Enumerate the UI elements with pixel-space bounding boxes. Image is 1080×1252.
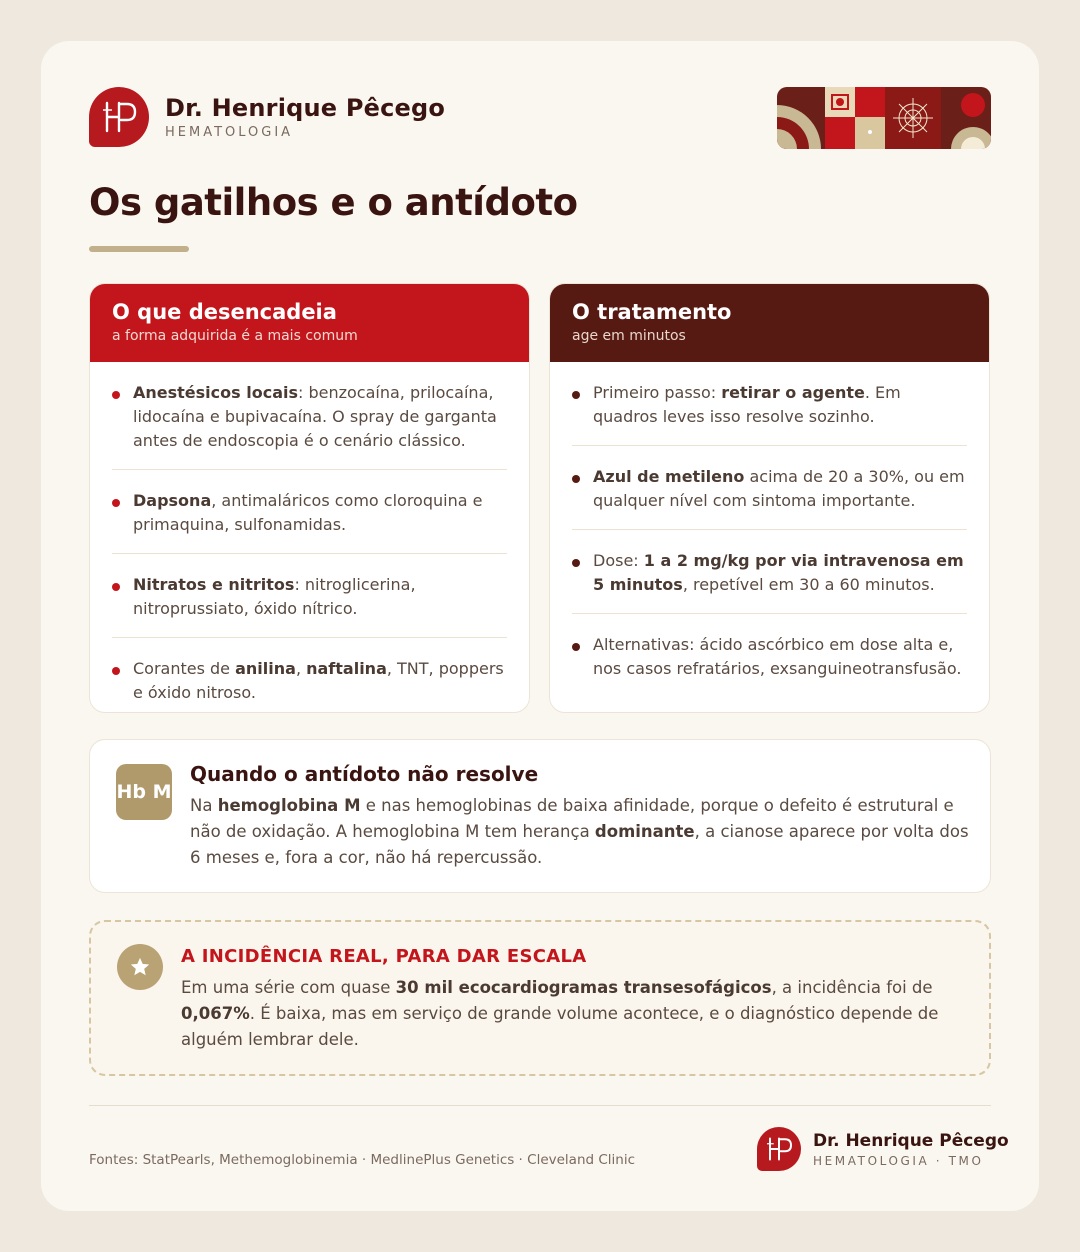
list-item: Anestésicos locais: benzocaína, prilocaína, lidocaína e bupivacaína. O spray de garganta antes de endoscopia é o cenário clássico. [112, 362, 507, 470]
hb-m-badge: Hb M [116, 764, 172, 820]
treatment-list [550, 362, 989, 697]
list-item: Dose: 1 a 2 mg/kg por via intravenosa em 5 minutos, repetível em 30 a 60 minutos. [572, 530, 967, 614]
page-title: Os gatilhos e o antídoto [89, 181, 578, 224]
list-item: Corantes de anilina, naftalina, TNT, poppers e óxido nitroso. [112, 638, 507, 713]
treatment-column [549, 283, 990, 713]
hb-m-callout [89, 739, 991, 893]
brand-name: Dr. Henrique Pêcego [165, 94, 446, 122]
hp-monogram-icon [89, 87, 149, 147]
sources-text: Fontes: StatPearls, Methemoglobinemia · MedlinePlus Genetics · Cleveland Clinic [89, 1152, 636, 1168]
hp-monogram-icon [757, 1127, 801, 1171]
incidence-callout [89, 920, 991, 1076]
incidence-text: Em uma série com quase 30 mil ecocardiogramas transesofágicos, a incidência foi de 0,067%. É baixa, mas em serviço de grande volume acontece, e o diagnóstico depende de alguém lembrar dele. [181, 978, 939, 1049]
footer-divider [89, 1105, 991, 1106]
incidence-title: A INCIDÊNCIA REAL, PARA DAR ESCALA [181, 946, 587, 967]
brand-subtitle: HEMATOLOGIA [165, 125, 294, 140]
list-item: Nitratos e nitritos: nitroglicerina, nitroprussiato, óxido nítrico. [112, 554, 507, 638]
triggers-list [90, 362, 529, 713]
infographic-card [41, 41, 1039, 1211]
title-underline [89, 246, 189, 252]
footer-brand [757, 1127, 1009, 1171]
footer-brand-name: Dr. Henrique Pêcego [813, 1130, 1009, 1151]
treatment-subtitle: age em minutos [572, 328, 686, 344]
hb-m-text: Na hemoglobina M e nas hemoglobinas de baixa afinidade, porque o defeito é estrutural e não de oxidação. A hemoglobina M tem herança dominante, a cianose aparece por volta dos 6 meses e, fora a cor, não há repercussão. [190, 796, 969, 867]
treatment-header [550, 284, 989, 362]
hb-m-title: Quando o antídoto não resolve [190, 762, 539, 786]
footer-brand-subtitle: HEMATOLOGIA · TMO [813, 1153, 984, 1168]
treatment-title: O tratamento [572, 300, 732, 324]
triggers-column [89, 283, 530, 713]
triggers-header [90, 284, 529, 362]
list-item: Azul de metileno acima de 20 a 30%, ou em qualquer nível com sintoma importante. [572, 446, 967, 530]
list-item: Alternativas: ácido ascórbico em dose alta e, nos casos refratários, exsanguineotransfusão. [572, 614, 967, 697]
decorative-pattern-banner [777, 87, 991, 149]
list-item: Dapsona, antimaláricos como cloroquina e primaquina, sulfonamidas. [112, 470, 507, 554]
triggers-title: O que desencadeia [112, 300, 337, 324]
header-brand [89, 87, 445, 147]
list-item: Primeiro passo: retirar o agente. Em quadros leves isso resolve sozinho. [572, 362, 967, 446]
triggers-subtitle: a forma adquirida é a mais comum [112, 328, 358, 344]
star-icon [117, 944, 163, 990]
